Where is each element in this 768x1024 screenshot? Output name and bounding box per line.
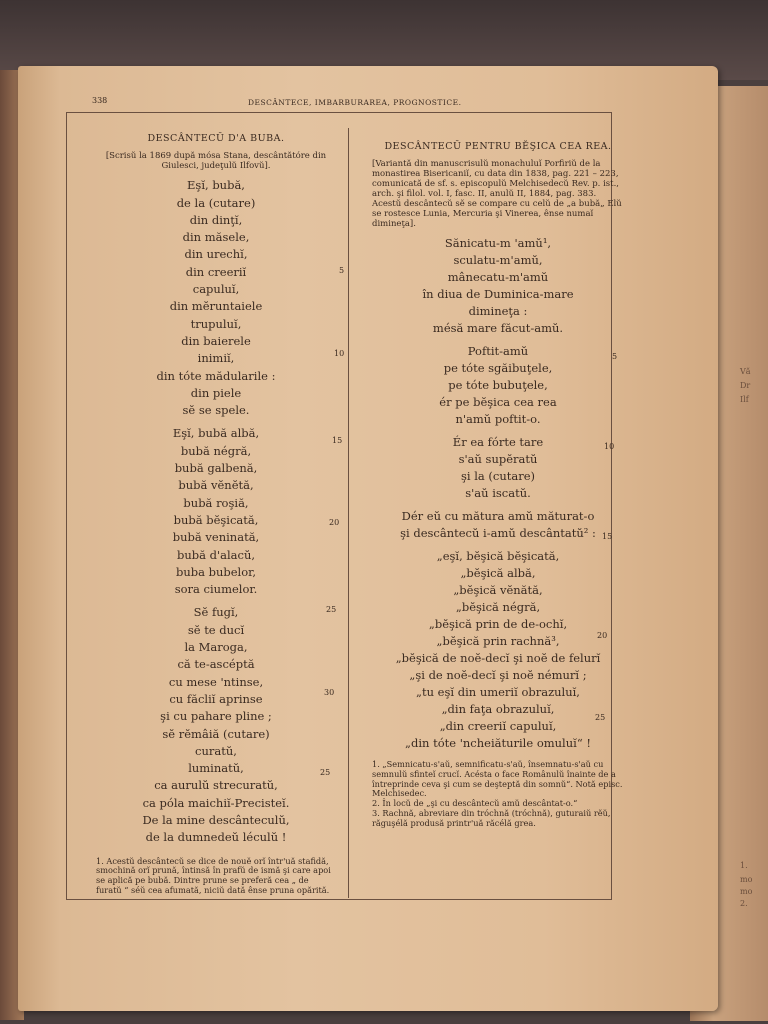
verse-line: luminatŭ,: [188, 761, 244, 776]
verse-line: bubă bĕşicată,: [173, 512, 259, 527]
verse-line: „din creeriĭ capuluĭ,: [439, 719, 557, 734]
left-footnotes: [96, 857, 336, 896]
verse-line: trupuluĭ,: [190, 316, 242, 331]
verse-line: sĕ se spele.: [182, 403, 250, 418]
verse-line: „bĕşică vĕnătă,: [453, 583, 543, 598]
verse-line: dimineţa :: [468, 304, 528, 319]
verse-line: mânecatu-m'amŭ: [447, 270, 549, 285]
line-number: 5: [612, 352, 618, 361]
verse-line: „bĕşică de noĕ-decĭ şi noĕ de felurĭ: [395, 651, 601, 666]
line-number: 15: [332, 436, 343, 445]
verse-line: „eşĭ, bĕşică bĕşicată,: [436, 549, 560, 564]
verse-line: „şi de noĕ-decĭ şi noĕ némurĭ ;: [409, 668, 587, 683]
next-page-fragment: 1.: [740, 861, 748, 870]
verse-line: Sănicatu-m 'amŭ¹,: [444, 236, 552, 251]
right-footnotes: [372, 760, 624, 828]
verse-line: mésă mare făcut-amŭ.: [432, 321, 564, 336]
left-intro: [Scrisŭ la 1869 după mósa Stana, descântătóre din Giulesci, judeţulŭ Ilfovŭ].: [105, 151, 327, 172]
footnote: 3. Rachnă, abreviare din tróchnă (tróchnă), guturaiŭ rĕŭ, răguşélă produsă printr'uă răcélă grea.: [372, 807, 611, 828]
verse-line: cu făcliĭ aprinse: [169, 691, 263, 706]
verse-line: bubă d'alacŭ,: [176, 547, 256, 562]
verse-line: de la (cutare): [176, 195, 256, 210]
verse-line: din dinţĭ,: [189, 212, 243, 227]
next-page-fragment: mo: [740, 887, 753, 896]
line-number: 5: [339, 266, 345, 275]
line-number: 10: [604, 442, 615, 451]
verse-line: şi descântecŭ i-amŭ descântatŭ² :: [400, 526, 596, 541]
line-number: 20: [329, 518, 340, 527]
left-title: DESCÂNTECŬ D'A BUBA.: [147, 133, 285, 144]
verse-line: „din tóte 'ncheiăturile omuluĭ“ !: [405, 736, 591, 751]
verse-line: şi la (cutare): [460, 469, 536, 484]
verse-line: s'aŭ supĕratŭ: [458, 452, 538, 467]
verse-line: inimiĭ,: [197, 351, 235, 366]
verse-line: din baierele: [181, 333, 251, 348]
verse-line: Ér ea fórte tare: [452, 435, 544, 450]
running-title: DESCÂNTECE, IMBARBURAREA, PROGNOSTICE.: [248, 98, 462, 107]
verse-line: Poftit-amŭ: [467, 344, 529, 359]
line-number: 20: [597, 631, 608, 640]
next-page-fragment: Vă: [740, 367, 751, 376]
verse-line: la Maroga,: [184, 640, 248, 655]
verse-line: ca aurulŭ strecuratŭ,: [154, 778, 278, 793]
footnote: 2. În locŭ de „şi cu descântecŭ amŭ descântat-o.“: [372, 798, 578, 809]
verse-line: Eşĭ, bubă albă,: [172, 426, 260, 441]
verse-line: bubă veninată,: [172, 530, 260, 545]
verse-line: pe tóte sgăibuţele,: [443, 361, 553, 376]
left-verses: [96, 177, 336, 846]
line-number: 25: [326, 605, 337, 614]
verse-line: în diua de Duminica-mare: [422, 287, 574, 302]
verse-line: „bĕşică albă,: [460, 566, 536, 581]
verse-line: „bĕşică prin de de-ochĭ,: [428, 617, 568, 632]
verse-line: sĕ te ducĭ: [187, 622, 245, 637]
verse-line: Dér eŭ cu mătura amŭ măturat-o: [401, 509, 595, 524]
verse-line: bubă galbenă,: [174, 461, 258, 476]
verse-line: din tóte mădularile :: [156, 368, 276, 383]
verse-line: şi cu pahare pline ;: [160, 709, 272, 724]
verse-line: sora ciumelor.: [174, 582, 258, 597]
verse-line: din mĕruntaiele: [169, 299, 263, 314]
verse-line: ér pe bĕşica cea rea: [439, 395, 557, 410]
verse-line: buba bubelor,: [175, 564, 257, 579]
verse-line: capuluĭ,: [192, 282, 240, 297]
verse-line: bubă roşiă,: [183, 495, 249, 510]
verse-line: „tu eşĭ din umeriĭ obrazuluĭ,: [416, 685, 580, 700]
right-verses: [372, 235, 624, 752]
line-number: 25: [320, 768, 331, 777]
page-number: 338: [92, 96, 108, 105]
verse-line: din măsele,: [182, 230, 250, 245]
verse-line: n'amŭ poftit-o.: [455, 412, 541, 427]
verse-line: De la mine descânteculŭ,: [142, 812, 290, 827]
footnote: 1. Acestŭ descântecŭ se dice de nouĕ orĭ într'uă stafidă, smochină orĭ prună, întinsă în prafŭ de ismă şi care apoi se aplică pe bubă. Dintre prune se preferă cea „ de furatŭ “ séŭ cea afumată, niciŭ dată ênse pruna opărită.: [96, 855, 331, 895]
next-page-fragment: 2.: [740, 899, 748, 908]
right-intro: [Variantă din manuscrisulŭ monachuluĭ Porfiriŭ de la monastirea Bisericaniĭ, cu data din 1838, pag. 221 – 223, comunicată de sf. s. episcopulŭ Melchisedecŭ Rev. p. ist., arch. şi filol. vol. I, fasc. II, anulŭ II, 1884, pag. 383. Acestŭ descântecŭ sĕ se compare cu celŭ de „a bubă„ Elŭ se rostesce Luniа, Mercuria şi Vinerea, ênse numaĭ dimineţa].: [372, 159, 622, 230]
verse-line: cu mese 'ntinse,: [168, 674, 264, 689]
verse-line: din urechĭ,: [184, 247, 248, 262]
verse-line: ca póla maichiĭ-Precisteĭ.: [142, 795, 290, 810]
right-column: [372, 138, 624, 828]
column-divider: [348, 128, 349, 898]
verse-line: sculatu-m'amŭ,: [453, 253, 543, 268]
line-number: 25: [595, 713, 606, 722]
verse-line: Eşĭ, bubă,: [187, 178, 245, 193]
verse-line: sĕ rĕmâiă (cutare): [162, 726, 270, 741]
verse-line: s'aŭ iscatŭ.: [465, 486, 531, 501]
verse-line: „din faţa obrazuluĭ,: [441, 702, 555, 717]
verse-line: Sĕ fugĭ,: [193, 605, 239, 620]
line-number: 10: [334, 349, 345, 358]
verse-line: curatŭ,: [195, 743, 237, 758]
page-header: [92, 96, 622, 112]
verse-line: de la dumnedeŭ léculŭ !: [145, 830, 287, 845]
verse-line: bubă négră,: [180, 443, 252, 458]
next-page-fragment: mo: [740, 875, 753, 884]
next-page-fragment: Dr: [740, 381, 751, 390]
next-page-fragment: Ilf: [740, 395, 749, 404]
verse-line: „bĕşică prin rachnă³,: [436, 634, 560, 649]
verse-line: din creeriĭ: [185, 264, 247, 279]
line-number: 15: [602, 532, 613, 541]
footnote: 1. „Semnicatu-s'aŭ, semnificatu-s'aŭ, însemnatu-s'aŭ cu semnulŭ sfinteĭ crucĭ. Acésta o face Românulŭ înainte de a întreprinde ceva şi cum se deşteptă din somnŭ“. Notă episc. Melchisedec.: [372, 759, 623, 799]
verse-line: că te-ascéptă: [177, 657, 255, 672]
left-column: [96, 130, 336, 895]
verse-line: bubă vĕnĕtă,: [178, 478, 254, 493]
line-number: 30: [324, 688, 335, 697]
verse-line: din piele: [190, 385, 242, 400]
right-title: DESCÂNTECŬ PENTRU BĔŞICA CEA REA.: [384, 141, 612, 152]
verse-line: „bĕşică négră,: [455, 600, 541, 615]
verse-line: pe tóte bubuţele,: [448, 378, 548, 393]
